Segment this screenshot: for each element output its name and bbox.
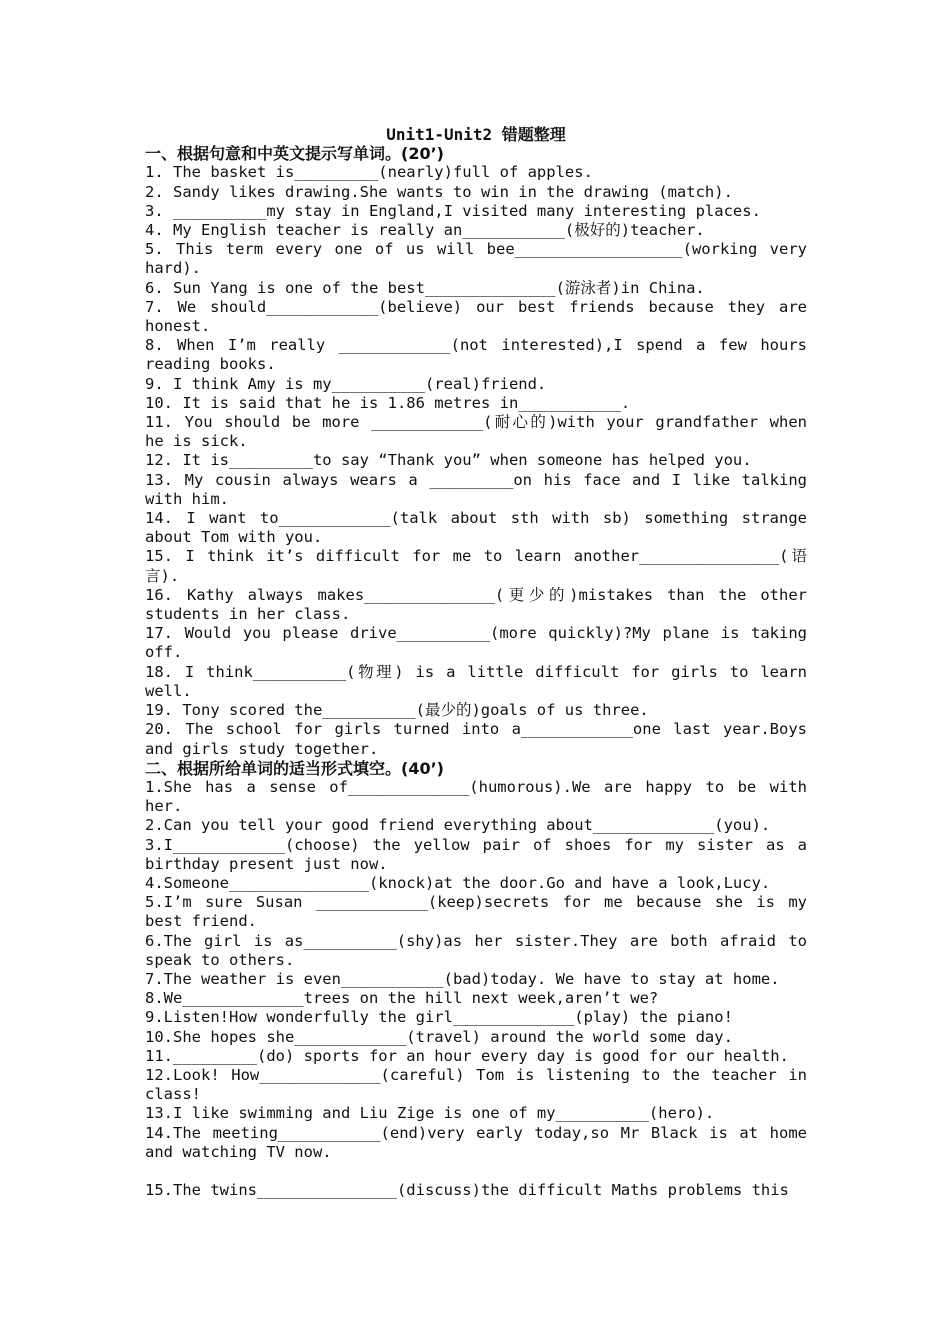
question-item: 7. We should____________(believe) our best friends because they are honest. [145,297,807,336]
question-item: 8. When I’m really ____________(not interested),I spend a few hours reading books. [145,336,807,374]
question-item: 4.Someone_______________(knock)at the door.Go and have a look,Lucy. [145,873,771,892]
question-item: 14.The meeting___________(end)very early today,so Mr Black is at home and watching TV now. [145,1123,807,1161]
section-1-heading: 一、根据句意和中英文提示写单词。(20’) [145,144,444,164]
question-item: 10.She hopes she____________(travel) around the world some day. [145,1027,733,1046]
question-item: 17. Would you please drive__________(more quickly)?My plane is taking off. [145,624,807,662]
question-item: 12.Look! How_____________(careful) Tom is listening to the teacher in class! [145,1065,807,1104]
question-item: 13.I like swimming and Liu Zige is one of my__________(hero). [145,1104,715,1123]
question-item: 4. My English teacher is really an___________(极好的)teacher. [145,221,705,240]
question-item: 15.The twins_______________(discuss)the difficult Maths problems this [145,1181,789,1200]
question-item: 19. Tony scored the__________(最少的)goals of us three. [145,701,649,720]
question-item: 5.I’m sure Susan ____________(keep)secrets for me because she is my best friend. [145,893,807,931]
worksheet-page [145,125,807,1200]
question-item: 7.The weather is even___________(bad)today. We have to stay at home. [145,969,780,988]
question-item: 6.The girl is as__________(shy)as her sister.They are both afraid to speak to others. [145,931,807,969]
question-item: 2. Sandy likes drawing.She wants to win in the drawing (match). [145,182,733,201]
question-item: 6. Sun Yang is one of the best______________(游泳者)in China. [145,278,705,297]
question-item: 1. The basket is_________(nearly)full of apples. [145,163,593,182]
question-item: 1.She has a sense of_____________(humorous).We are happy to be with her. [145,777,807,816]
question-item: 18. I think__________(物理) is a little difficult for girls to learn well. [145,662,807,700]
question-item: 3.I____________(choose) the yellow pair of shoes for my sister as a birthday present just now. [145,835,807,873]
question-item: 11._________(do) sports for an hour every day is good for our health. [145,1046,789,1065]
question-item: 3. __________my stay in England,I visited many interesting places. [145,201,761,220]
blank-line [145,1162,807,1181]
question-item: 15. I think it’s difficult for me to learn another_______________(语言). [145,547,807,585]
question-item: 16. Kathy always makes______________(更少的)mistakes than the other students in her class. [145,585,807,624]
question-item: 2.Can you tell your good friend everything about_____________(you). [145,816,771,835]
question-item: 12. It is_________to say “Thank you” when someone has helped you. [145,451,752,470]
section-2-heading: 二、根据所给单词的适当形式填空。(40’) [145,758,444,778]
question-item: 10. It is said that he is 1.86 metres in___________. [145,393,631,412]
question-item: 8.We_____________trees on the hill next week,aren’t we? [145,989,659,1008]
question-item: 14. I want to____________(talk about sth with sb) something strange about Tom with you. [145,509,807,547]
question-item: 5. This term every one of us will bee__________________(working very hard). [145,240,807,278]
question-item: 9.Listen!How wonderfully the girl_____________(play) the piano! [145,1008,733,1027]
page-title: Unit1-Unit2 错题整理 [386,125,566,144]
question-item: 20. The school for girls turned into a____________one last year.Boys and girls study together. [145,720,807,758]
question-item: 11. You should be more ____________(耐心的)with your grandfather when he is sick. [145,413,807,451]
question-item: 9. I think Amy is my__________(real)friend. [145,374,547,393]
question-item: 13. My cousin always wears a _________on his face and I like talking with him. [145,470,807,508]
